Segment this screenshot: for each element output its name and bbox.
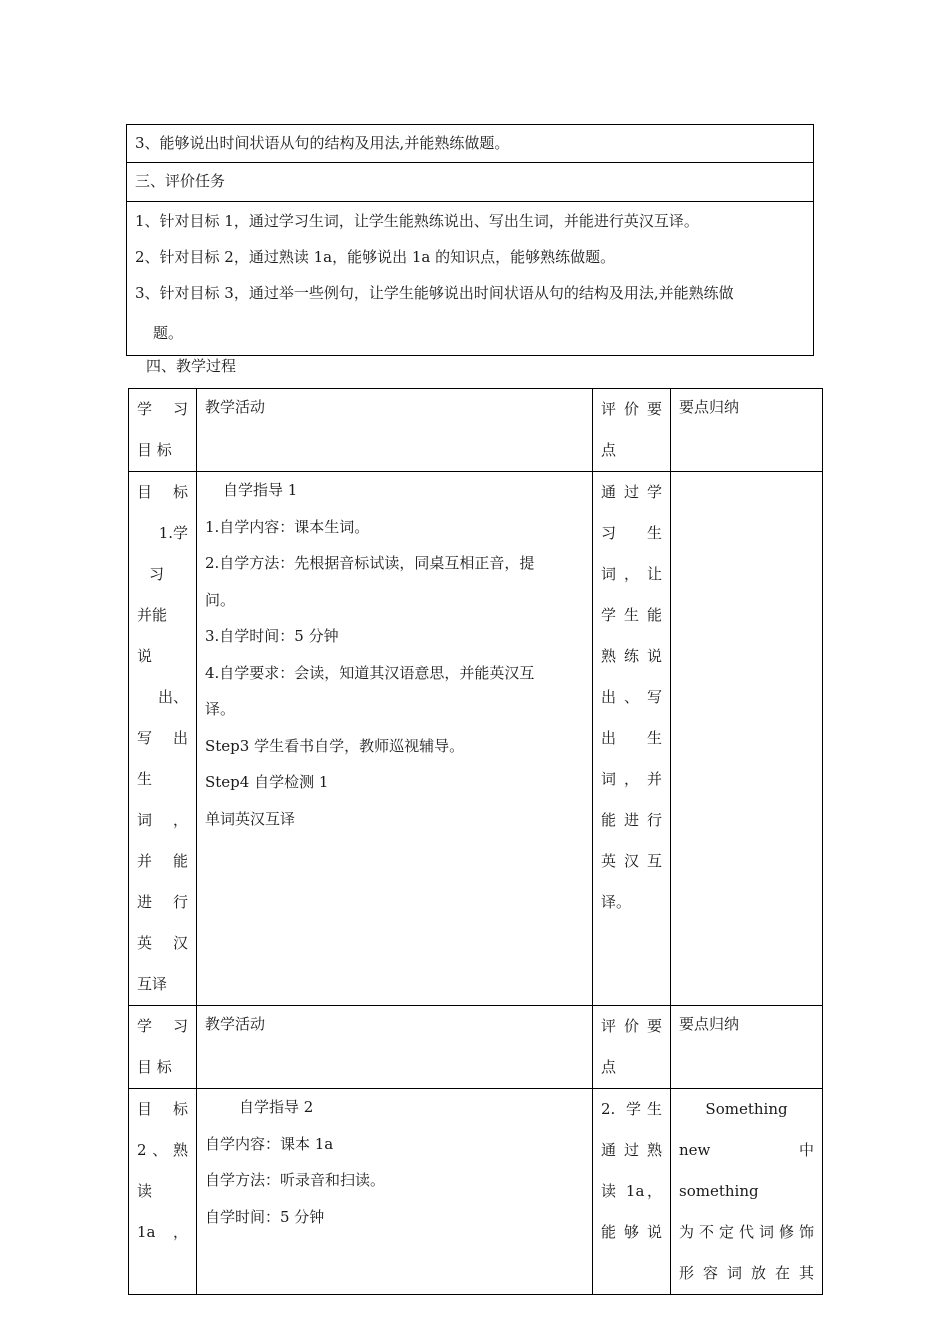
activity-1-line: Step4 自学检测 1: [205, 773, 329, 791]
eval-1-line: 出 生: [601, 729, 662, 747]
eval-2-line: 读 1a，: [601, 1182, 662, 1200]
goal-1-cell: [129, 472, 197, 1006]
activity-2-line: 自学方法：听录音和扫读。: [205, 1171, 386, 1189]
activity-1-line: 1.自学内容：课本生词。: [205, 517, 370, 536]
eval-1-line: 词，并: [601, 770, 662, 788]
eval-header-cell-2: [593, 1006, 671, 1089]
activity-1-line: 2.自学方法：先根据音标试读，同桌互相正音，提: [205, 554, 535, 572]
goal-1-line: 出、: [157, 688, 188, 706]
section-3-heading: 三、评价任务: [135, 172, 226, 190]
header-row: [129, 389, 823, 472]
summary-header-cell: [671, 389, 823, 472]
activity-header: 教学活动: [205, 1015, 266, 1033]
eval-1-line: 译。: [601, 893, 632, 911]
summary-1-cell: [671, 472, 823, 1006]
eval-1-cell: [593, 472, 671, 1006]
eval-1-line: 能进行: [601, 811, 662, 829]
goal-header-line-2: 目 标: [137, 441, 172, 459]
summary-2-line: Something: [705, 1100, 788, 1118]
activity-header-cell-2: [197, 1006, 593, 1089]
eval-2-line: 2. 学生: [601, 1100, 662, 1118]
activity-1-line: 问。: [205, 590, 236, 609]
activity-1-cell: [197, 472, 593, 1006]
eval-2-cell: [593, 1089, 671, 1295]
goal-1-line: 目 标: [137, 483, 188, 501]
summary-header: 要点归纳: [679, 398, 740, 416]
goal-2-cell: [129, 1089, 197, 1295]
task-3-line-1: 3、针对目标 3，通过举一些例句，让学生能够说出时间状语从句的结构及用法,并能熟练做: [135, 284, 734, 302]
goal-1-line: 习: [149, 565, 165, 583]
activity-1-line: 4.自学要求：会读，知道其汉语意思，并能英汉互: [205, 663, 535, 682]
goal-1-line: 互译: [137, 975, 168, 993]
activity-1-line: 3.自学时间：5 分钟: [205, 627, 339, 645]
summary-2-line: 形容词放在其: [679, 1264, 814, 1282]
eval-header-line-2: 点: [601, 1058, 617, 1076]
summary-2-line: new 中 something: [679, 1141, 814, 1200]
goal-header-line-1: 学 习: [137, 400, 188, 418]
goal-header-cell: [129, 389, 197, 472]
goal-1-line: 并 能: [137, 852, 188, 870]
evaluation-tasks-cell: [127, 202, 814, 356]
eval-1-line: 通过学: [601, 483, 662, 501]
eval-header-line-1: 评 价 要: [601, 400, 662, 418]
eval-header-line-2: 点: [601, 441, 617, 459]
goal-2-line: 2、熟: [137, 1141, 188, 1159]
summary-header: 要点归纳: [679, 1015, 740, 1033]
goal-header-cell-2: [129, 1006, 197, 1089]
goal-1-row: [129, 472, 823, 1006]
summary-2-cell: [671, 1089, 823, 1295]
section-4-heading: 四、教学过程: [146, 357, 237, 375]
task-1: 1、针对目标 1，通过学习生词，让学生能熟练说出、写出生词，并能进行英汉互译。: [135, 212, 699, 230]
activity-1-line: 单词英汉互译: [205, 809, 296, 828]
eval-1-line: 习 生: [601, 524, 662, 542]
header-row-2: [129, 1006, 823, 1089]
goal-header-line-1: 学 习: [137, 1017, 188, 1035]
summary-header-cell-2: [671, 1006, 823, 1089]
goal-1-line: 写 出: [137, 729, 188, 747]
goal-1-line: 英 汉: [137, 934, 188, 952]
section-3-cell: [127, 163, 814, 202]
goal-1-line: 1.学: [158, 524, 188, 542]
activity-2-line: 自学时间：5 分钟: [205, 1207, 325, 1226]
objective-3-cell: [127, 125, 814, 163]
teaching-process-table: [128, 388, 823, 1295]
goal-2-row: [129, 1089, 823, 1295]
goal-1-line: 说: [137, 647, 153, 665]
activity-header: 教学活动: [205, 398, 266, 416]
objectives-evaluation-table: [126, 124, 814, 356]
activity-header-cell: [197, 389, 593, 472]
task-2: 2、针对目标 2，通过熟读 1a，能够说出 1a 的知识点，能够熟练做题。: [135, 248, 616, 266]
eval-header-line-1: 评 价 要: [601, 1017, 662, 1035]
eval-1-line: 学生能: [601, 606, 662, 624]
eval-1-line: 英汉互: [601, 852, 662, 870]
goal-2-line: 读: [137, 1182, 153, 1200]
goal-2-line: 目 标: [137, 1100, 188, 1118]
objective-3-text: 3、能够说出时间状语从句的结构及用法,并能熟练做题。: [135, 134, 510, 152]
activity-2-title: 自学指导 2: [239, 1098, 314, 1116]
activity-2-line: 自学内容：课本 1a: [205, 1134, 334, 1153]
activity-1-title: 自学指导 1: [223, 481, 298, 499]
goal-header-line-2: 目 标: [137, 1058, 172, 1076]
eval-2-line: 能够说: [601, 1223, 662, 1241]
activity-1-line: Step3 学生看书自学，教师巡视辅导。: [205, 736, 465, 755]
summary-2-line: 为不定代词修饰: [679, 1223, 814, 1241]
eval-1-line: 词，让: [601, 565, 662, 583]
eval-header-cell: [593, 389, 671, 472]
goal-1-line: 生: [137, 770, 153, 788]
goal-2-line: 1a ，: [137, 1223, 188, 1241]
goal-1-line: 词 ，: [137, 811, 188, 829]
activity-1-line: 译。: [205, 700, 236, 718]
eval-1-line: 出、写: [601, 688, 662, 706]
activity-2-cell: [197, 1089, 593, 1295]
eval-2-line: 通过熟: [601, 1141, 662, 1159]
eval-1-line: 熟练说: [601, 647, 662, 665]
goal-1-line: 并能: [137, 606, 168, 624]
task-3-line-2: 题。: [153, 324, 184, 342]
goal-1-line: 进 行: [137, 893, 188, 911]
